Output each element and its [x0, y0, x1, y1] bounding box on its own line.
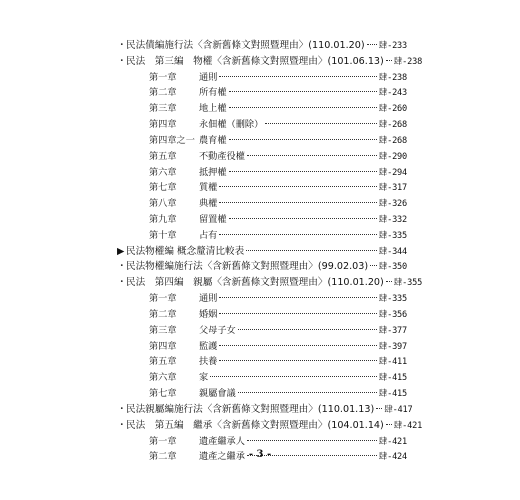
chapter-number: 第七章: [149, 388, 177, 400]
dot-leader: [370, 265, 377, 266]
toc-entry: [149, 87, 407, 99]
page-reference: 肆-411: [378, 357, 407, 368]
chapter-number: 第一章: [149, 293, 177, 305]
toc-entry: [149, 356, 407, 368]
toc-entry: [149, 341, 407, 353]
dot-leader: [229, 171, 377, 172]
page-reference: 肆-268: [378, 120, 407, 131]
toc-entry: [117, 403, 413, 416]
entry-title: 典權: [199, 198, 218, 210]
bullet-icon: ・: [117, 261, 127, 273]
chapter-number: 第六章: [149, 372, 177, 384]
dot-leader: [247, 440, 377, 441]
entry-title: 所有權: [199, 87, 227, 99]
page-reference: 肆-397: [378, 341, 407, 352]
page-reference: 肆-335: [378, 294, 407, 305]
page-reference: 肆-294: [378, 167, 407, 178]
entry-title: 監護: [199, 340, 218, 352]
page-reference: 肆-344: [378, 246, 407, 257]
dot-leader: [386, 424, 392, 425]
entry-title: 家: [199, 372, 209, 384]
chapter-number: 第八章: [149, 198, 177, 210]
dot-leader: [367, 44, 377, 45]
chapter-number: 第三章: [149, 103, 177, 115]
page-reference: 肆-317: [378, 183, 407, 194]
page-reference: 肆-260: [378, 104, 407, 115]
chapter-number: 第一章: [149, 71, 177, 83]
entry-title: 遺產之繼承: [199, 451, 245, 463]
chapter-number: 第五章: [149, 356, 177, 368]
page-reference: 肆-355: [393, 278, 423, 289]
dot-leader: [219, 297, 376, 298]
dot-leader: [219, 313, 376, 314]
dot-leader: [386, 281, 392, 282]
dot-leader: [376, 408, 382, 409]
dot-leader: [219, 202, 376, 203]
entry-title: 扶養: [199, 356, 218, 368]
dot-leader: [238, 329, 377, 330]
toc-entry: [149, 135, 407, 147]
entry-title: 不動產役權: [199, 150, 245, 162]
chapter-number: 第五章: [149, 150, 177, 162]
dot-leader: [229, 107, 377, 108]
chapter-number: 第四章: [149, 119, 177, 131]
page-reference: 肆-268: [378, 135, 407, 146]
entry-title: 民法物權編施行法〈含新舊條文對照暨理由〉(99.02.03): [126, 261, 369, 273]
entry-title: 永佃權（刪除）: [199, 119, 264, 131]
toc-entry: [117, 246, 407, 258]
toc-entry: [117, 40, 407, 52]
toc-entry: [117, 419, 423, 432]
page-number: - 3 -: [248, 449, 272, 460]
toc-entry: [149, 230, 407, 242]
entry-title: 父母子女: [199, 324, 236, 336]
entry-title: 民法物權編 概念釐清比較表: [126, 245, 245, 257]
dot-leader: [238, 392, 377, 393]
page-reference: 肆-332: [378, 215, 407, 226]
dot-leader: [219, 186, 376, 187]
page-reference: 肆-377: [378, 325, 407, 336]
page-reference: 肆-233: [378, 41, 407, 51]
entry-title: 民法親屬編施行法〈含新舊條文對照暨理由〉(110.01.13): [126, 403, 375, 415]
chapter-number: 第九章: [149, 214, 177, 226]
toc-entry: [149, 293, 407, 305]
chapter-number: 第二章: [149, 451, 177, 463]
entry-title: 民法 第三編 物權〈含新舊條文對照暨理由〉(101.06.13): [126, 55, 384, 67]
chapter-number: 第六章: [149, 166, 177, 178]
chapter-number: 第三章: [149, 324, 177, 336]
toc-entry: [149, 372, 407, 384]
page-reference: 肆-326: [378, 199, 407, 210]
dot-leader: [247, 155, 377, 156]
triangle-bullet-icon: ▶: [117, 245, 125, 257]
chapter-number: 第十章: [149, 229, 177, 241]
page-reference: 肆-415: [378, 389, 407, 400]
entry-title: 地上權: [199, 103, 227, 115]
toc-entry: [117, 55, 423, 68]
dot-leader: [219, 76, 376, 77]
page-reference: 肆-415: [378, 373, 407, 384]
toc-entry: [149, 72, 407, 84]
dot-leader: [210, 376, 377, 377]
entry-title: 留置權: [199, 214, 227, 226]
entry-title: 民法 第五編 繼承〈含新舊條文對照暨理由〉(104.01.14): [126, 419, 384, 431]
toc-entry: [149, 167, 407, 179]
dot-leader: [386, 60, 392, 61]
dot-leader: [219, 234, 376, 235]
dot-leader: [246, 250, 377, 251]
page-reference: 肆-417: [384, 404, 413, 415]
toc-entry: [149, 388, 407, 400]
bullet-icon: ・: [117, 277, 127, 289]
toc-entry: [149, 198, 407, 210]
entry-title: 質權: [199, 182, 218, 194]
toc-entry: [149, 119, 407, 131]
toc-entry: [149, 151, 407, 163]
toc-entry: [149, 309, 407, 321]
entry-title: 通則: [199, 71, 218, 83]
entry-title: 民法 第四編 親屬〈含新舊條文對照暨理由〉(110.01.20): [126, 277, 384, 289]
dot-leader: [229, 139, 377, 140]
chapter-number: 第二章: [149, 87, 177, 99]
page-reference: 肆-335: [378, 230, 407, 241]
entry-title: 遺產繼承人: [199, 435, 245, 447]
page-reference: 肆-350: [378, 262, 407, 273]
chapter-number: 第四章: [149, 340, 177, 352]
entry-title: 親屬會議: [199, 388, 236, 400]
page-reference: 肆-356: [378, 309, 407, 320]
entry-title: 通則: [199, 293, 218, 305]
toc-entry: [149, 436, 407, 448]
entry-title: 抵押權: [199, 166, 227, 178]
dot-leader: [219, 345, 376, 346]
chapter-number: 第七章: [149, 182, 177, 194]
bullet-icon: ・: [117, 403, 127, 415]
bullet-icon: ・: [117, 55, 127, 67]
toc-entry: [149, 103, 407, 115]
entry-title: 民法債編施行法〈含新舊條文對照暨理由〉(110.01.20): [126, 40, 365, 51]
page-reference: 肆-290: [378, 151, 407, 162]
toc-entry: [149, 214, 407, 226]
toc-entry: [149, 325, 407, 337]
entry-title: 婚姻: [199, 308, 218, 320]
dot-leader: [219, 360, 376, 361]
chapter-number: 第四章之一: [149, 134, 195, 146]
entry-title: 農育權: [199, 134, 227, 146]
page-reference: 肆-421: [393, 420, 423, 431]
bullet-icon: ・: [117, 419, 127, 431]
dot-leader: [229, 91, 377, 92]
dot-leader: [229, 218, 377, 219]
page-reference: 肆-421: [378, 436, 407, 447]
toc-entry: [149, 182, 407, 194]
dot-leader: [265, 123, 376, 124]
page-reference: 肆-238: [378, 72, 407, 83]
toc-entry: [117, 277, 423, 289]
entry-title: 占有: [199, 229, 218, 241]
page-reference: 肆-424: [378, 452, 407, 463]
chapter-number: 第一章: [149, 435, 177, 447]
toc-entry: [117, 261, 407, 273]
page-reference: 肆-238: [393, 56, 423, 67]
page-reference: 肆-243: [378, 88, 407, 99]
bullet-icon: ・: [117, 40, 127, 51]
chapter-number: 第二章: [149, 308, 177, 320]
